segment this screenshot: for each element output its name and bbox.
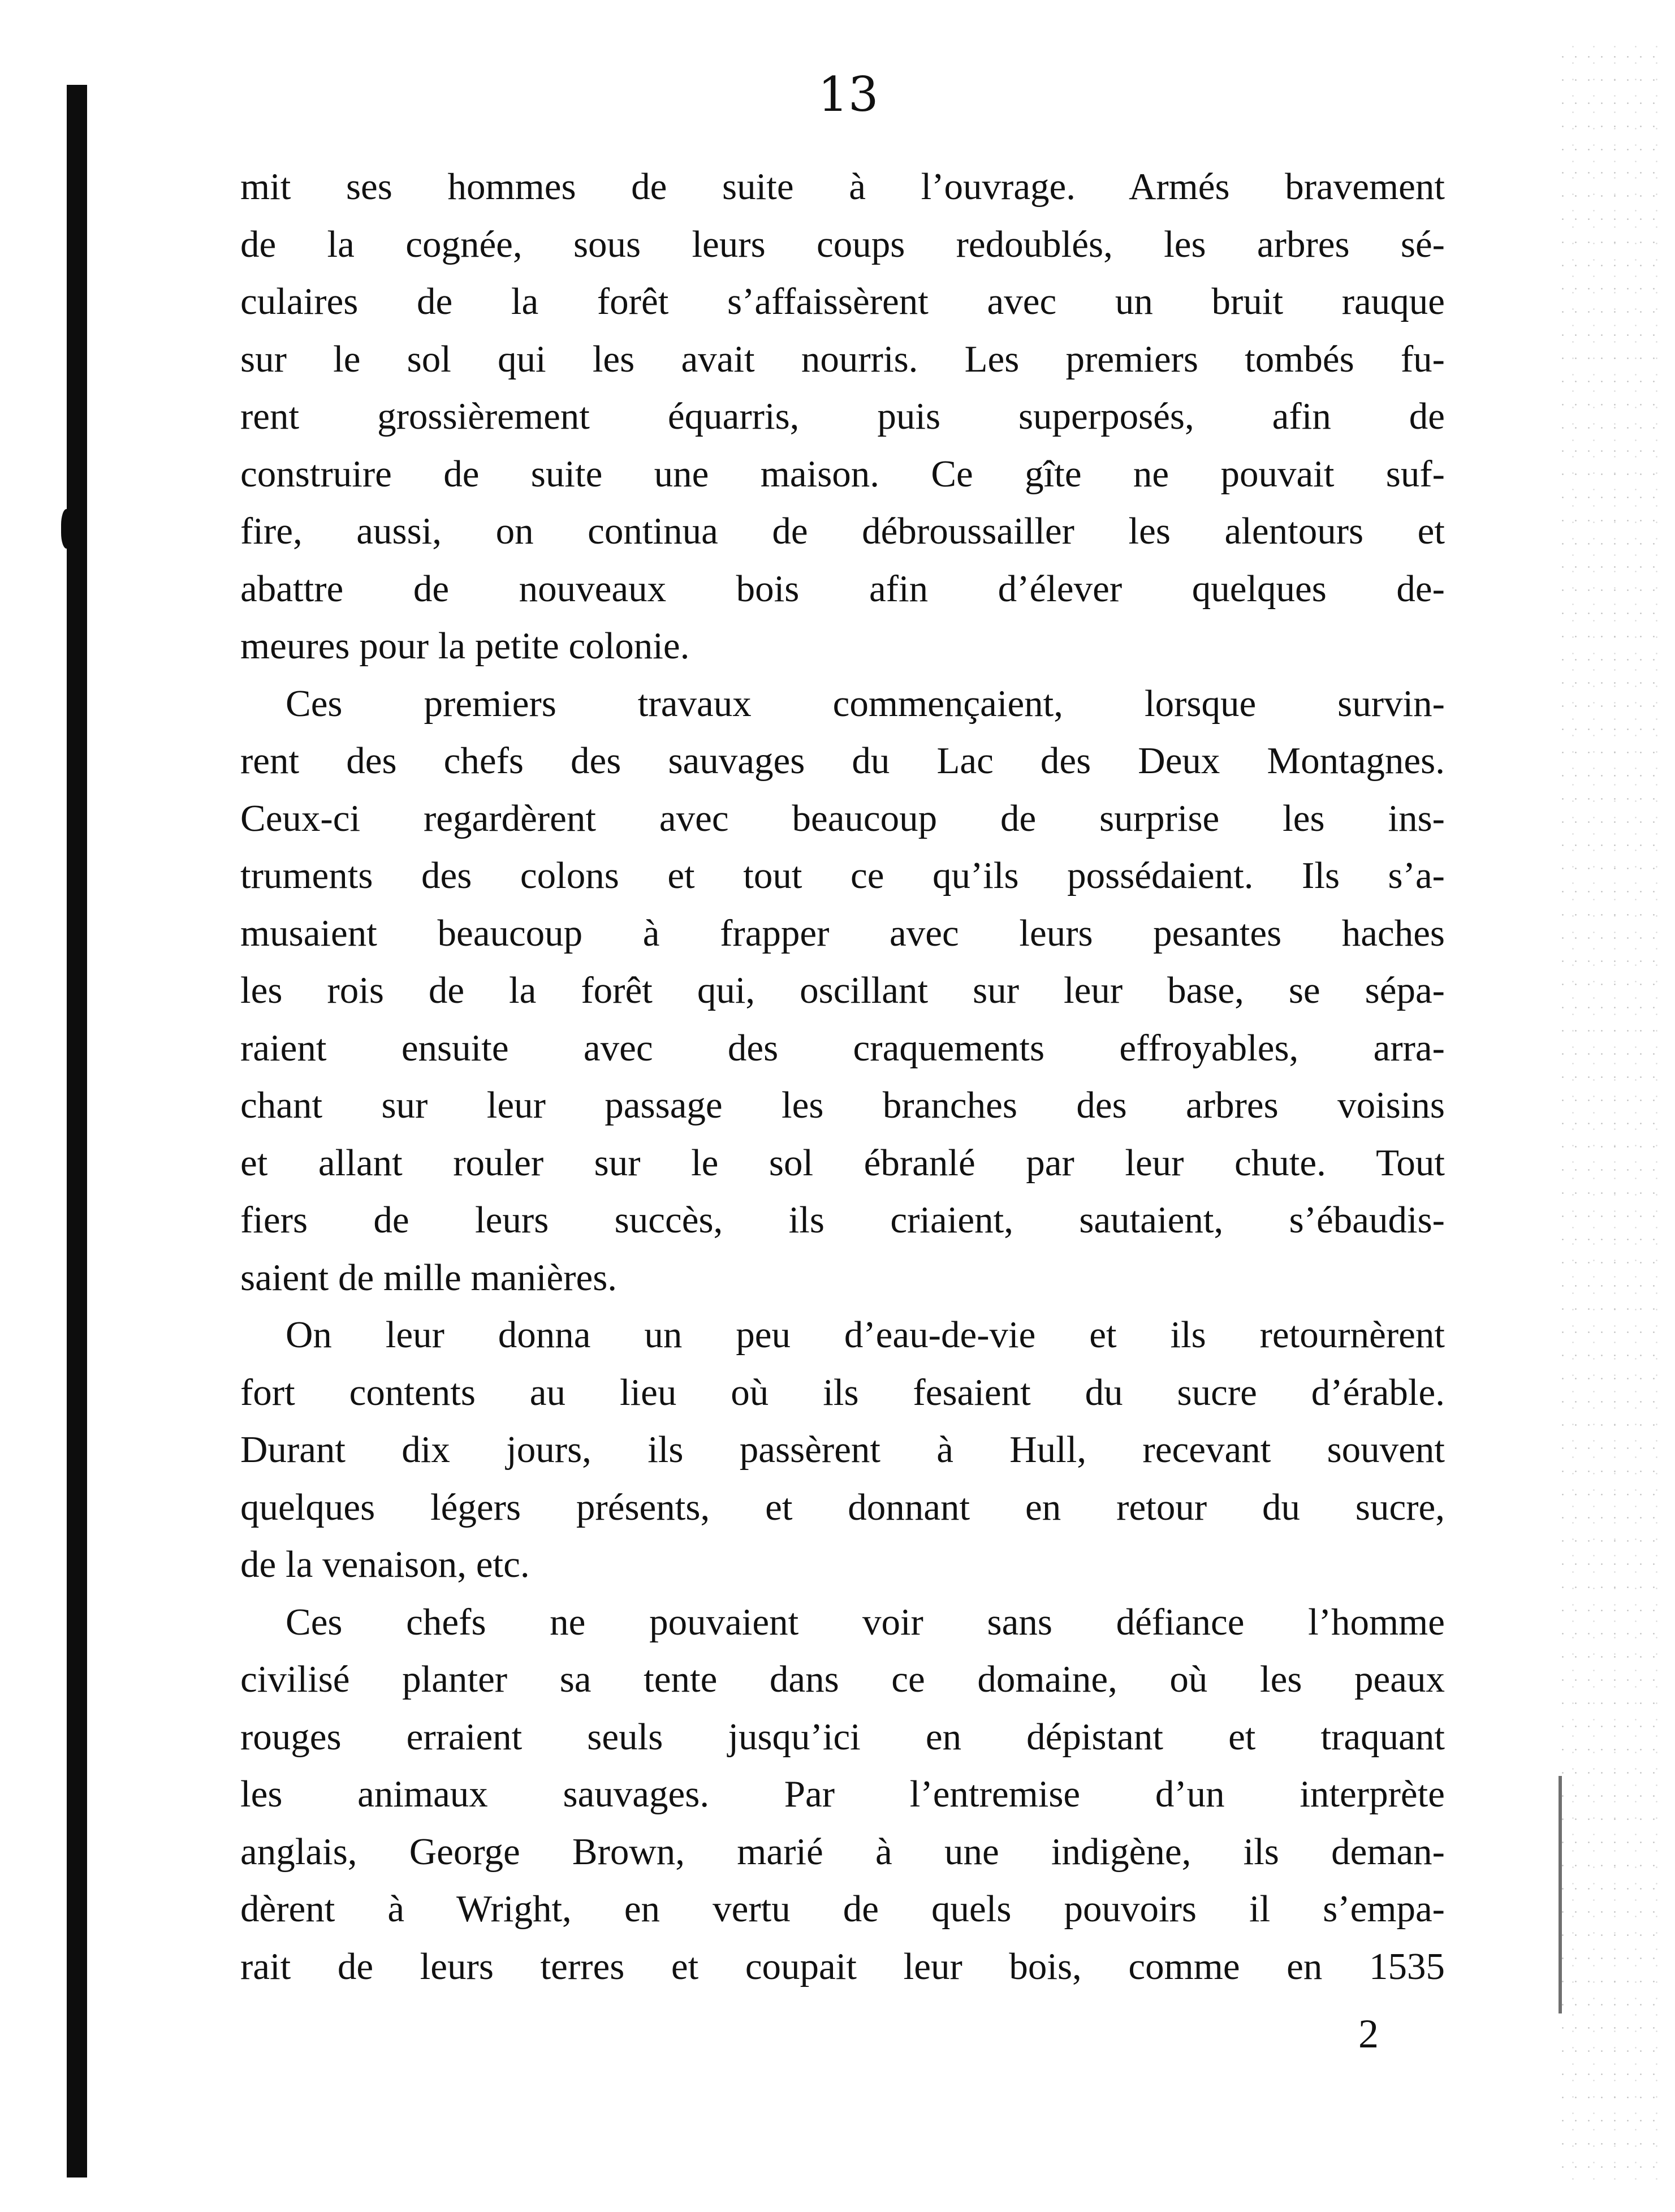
text-line: rouges erraient seuls jusqu’ici en dépistant et traquant: [240, 1715, 1445, 1758]
text-line: construire de suite une maison. Ce gîte ne pouvait suf-: [240, 452, 1445, 495]
text-line: fort contents au lieu où ils fesaient du sucre d’érable.: [240, 1371, 1445, 1413]
signature-mark: 2: [1358, 2011, 1379, 2056]
binding-edge-notch: [61, 509, 75, 549]
text-line: abattre de nouveaux bois afin d’élever quelques de-: [240, 567, 1445, 610]
text-line: Durant dix jours, ils passèrent à Hull, recevant souvent: [240, 1429, 1445, 1471]
text-line: les rois de la forêt qui, oscillant sur leur base, se sépa-: [240, 969, 1445, 1011]
text-line: de la venaison, etc.: [240, 1543, 530, 1585]
text-line: civilisé planter sa tente dans ce domaine, où les peaux: [240, 1658, 1445, 1700]
text-line: mit ses hommes de suite à l’ouvrage. Armés bravement: [240, 166, 1445, 208]
text-line: On leur donna un peu d’eau-de-vie et ils retournèrent: [286, 1314, 1445, 1356]
page-number: 13: [818, 67, 879, 122]
text-line: musaient beaucoup à frapper avec leurs pesantes haches: [240, 912, 1445, 954]
text-line: raient ensuite avec des craquements effroyables, arra-: [240, 1027, 1445, 1069]
text-line: Ces premiers travaux commençaient, lorsque survin-: [286, 682, 1445, 725]
body-text: [240, 158, 1445, 1995]
text-line: truments des colons et tout ce qu’ils possédaient. Ils s’a-: [240, 855, 1445, 896]
text-line: culaires de la forêt s’affaissèrent avec un bruit rauque: [240, 281, 1445, 322]
text-line: anglais, George Brown, marié à une indigène, ils deman-: [240, 1830, 1445, 1873]
text-line: dèrent à Wright, en vertu de quels pouvoirs il s’empa-: [240, 1888, 1445, 1930]
text-line: rait de leurs terres et coupait leur bois, comme en 1535: [240, 1945, 1445, 1987]
text-line: rent des chefs des sauvages du Lac des Deux Montagnes.: [240, 740, 1445, 782]
text-line: et allant rouler sur le sol ébranlé par leur chute. Tout: [240, 1141, 1445, 1184]
scan-edge-noise: [1556, 45, 1658, 2183]
text-line: chant sur leur passage les branches des arbres voisins: [240, 1084, 1445, 1126]
text-line: saient de mille manières.: [240, 1256, 618, 1299]
text-line: quelques légers présents, et donnant en retour du sucre,: [240, 1486, 1445, 1528]
text-line: fire, aussi, on continua de débroussailler les alentours et: [240, 510, 1445, 552]
text-line: meures pour la petite colonie.: [240, 625, 690, 667]
scan-edge-line: [1559, 1776, 1562, 2013]
text-line: les animaux sauvages. Par l’entremise d’un interprète: [240, 1773, 1445, 1815]
text-line: fiers de leurs succès, ils criaient, sautaient, s’ébaudis-: [240, 1199, 1445, 1241]
text-line: rent grossièrement équarris, puis superposés, afin de: [240, 395, 1445, 437]
text-line: Ces chefs ne pouvaient voir sans défiance l’homme: [286, 1601, 1445, 1643]
binding-edge-bar: [67, 85, 87, 2177]
text-line: Ceux-ci regardèrent avec beaucoup de surprise les ins-: [240, 797, 1445, 839]
text-line: de la cognée, sous leurs coups redoublés, les arbres sé-: [240, 223, 1445, 265]
text-line: sur le sol qui les avait nourris. Les premiers tombés fu-: [240, 338, 1445, 380]
